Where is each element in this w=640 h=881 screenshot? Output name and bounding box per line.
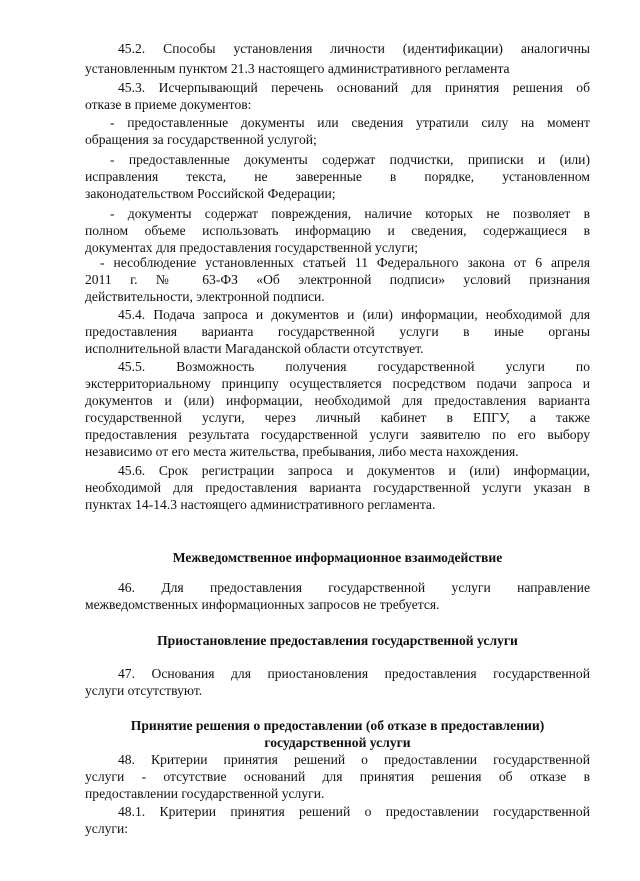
list-item-2-line-1: - предоставленные документы содержат подчистки, приписки и (или) — [110, 152, 590, 167]
section-heading-interagency: Межведомственное информационное взаимодействие — [172, 550, 503, 565]
paragraph-45-6-line-2: необходимой для предоставления варианта государственной услуги указан в — [85, 480, 590, 495]
list-item-2-line-3: законодательством Российской Федерации; — [85, 186, 336, 201]
section-heading-decision-line-1: Принятие решения о предоставлении (об отказе в предоставлении) — [130, 718, 545, 733]
paragraph-46-line-1: 46. Для предоставления государственной услуги направление — [118, 580, 590, 595]
paragraph-45-2-line-1: 45.2. Способы установления личности (идентификации) аналогичны — [118, 41, 590, 56]
paragraph-48-line-3: предоставлении государственной услуги. — [85, 786, 325, 801]
paragraph-45-5-line-5: предоставления результата государственной услуги заявителю по его выбору — [85, 427, 590, 442]
paragraph-48-1-line-1: 48.1. Критерии принятия решений о предоставлении государственной — [118, 804, 590, 819]
paragraph-45-3-line-1: 45.3. Исчерпывающий перечень оснований для принятия решения об — [118, 80, 590, 95]
paragraph-45-5-line-1: 45.5. Возможность получения государственной услуги по — [118, 359, 590, 374]
paragraph-48-1-line-2: услуги: — [85, 821, 129, 836]
list-item-1-line-1: - предоставленные документы или сведения утратили силу на момент — [110, 115, 590, 130]
section-heading-suspension: Приостановление предоставления государственной услуги — [157, 633, 518, 648]
paragraph-47-line-2: услуги отсутствуют. — [85, 683, 203, 698]
paragraph-45-2-line-2: установленным пунктом 21.3 настоящего административного регламента — [85, 61, 510, 76]
paragraph-45-5-line-2: экстерриториальному принципу осуществляется посредством подачи запроса и — [85, 376, 590, 391]
paragraph-48-line-2: услуги - отсутствие оснований для принятия решения об отказе в — [85, 769, 590, 784]
list-item-3-line-1: - документы содержат повреждения, наличие которых не позволяет в — [110, 206, 590, 221]
list-item-4-line-1: - несоблюдение установленных статьей 11 Федерального закона от 6 апреля — [100, 255, 590, 270]
paragraph-45-3-line-2: отказе в приеме документов: — [85, 97, 252, 112]
list-item-3-line-3: документах для предоставления государственной услуги; — [85, 240, 419, 255]
paragraph-45-4-line-1: 45.4. Подача запроса и документов и (или) информации, необходимой для — [118, 307, 590, 322]
paragraph-45-6-line-3: пунктах 14-14.3 настоящего административного регламента. — [85, 497, 436, 512]
paragraph-45-5-line-3: документов и (или) информации, необходимой для предоставления варианта — [85, 393, 590, 408]
paragraph-45-4-line-2: предоставления варианта государственной услуги в иные органы — [85, 324, 590, 339]
section-heading-decision-line-2: государственной услуги — [264, 735, 411, 750]
list-item-4-line-3: действительности, электронной подписи. — [85, 289, 325, 304]
paragraph-45-4-line-3: исполнительной власти Магаданской области отсутствует. — [85, 341, 424, 356]
paragraph-48-line-1: 48. Критерии принятия решений о предоставлении государственной — [118, 752, 590, 767]
paragraph-47-line-1: 47. Основания для приостановления предоставления государственной — [118, 666, 590, 681]
list-item-3-line-2: полном объеме использовать информацию и сведения, содержащиеся в — [85, 223, 590, 238]
list-item-2-line-2: исправления текста, не заверенные в порядке, установленном — [85, 169, 590, 184]
paragraph-46-line-2: межведомственных информационных запросов не требуется. — [85, 597, 440, 612]
paragraph-45-5-line-4: государственной услуги, через личный кабинет в ЕПГУ, а также — [85, 410, 590, 425]
paragraph-45-5-line-6: независимо от его места жительства, пребывания, либо места нахождения. — [85, 444, 519, 459]
list-item-1-line-2: обращения за государственной услугой; — [85, 132, 317, 147]
list-item-4-line-2: 2011 г. № 63-ФЗ «Об электронной подписи» условий признания — [85, 272, 590, 287]
paragraph-45-6-line-1: 45.6. Срок регистрации запроса и документов и (или) информации, — [118, 463, 590, 478]
